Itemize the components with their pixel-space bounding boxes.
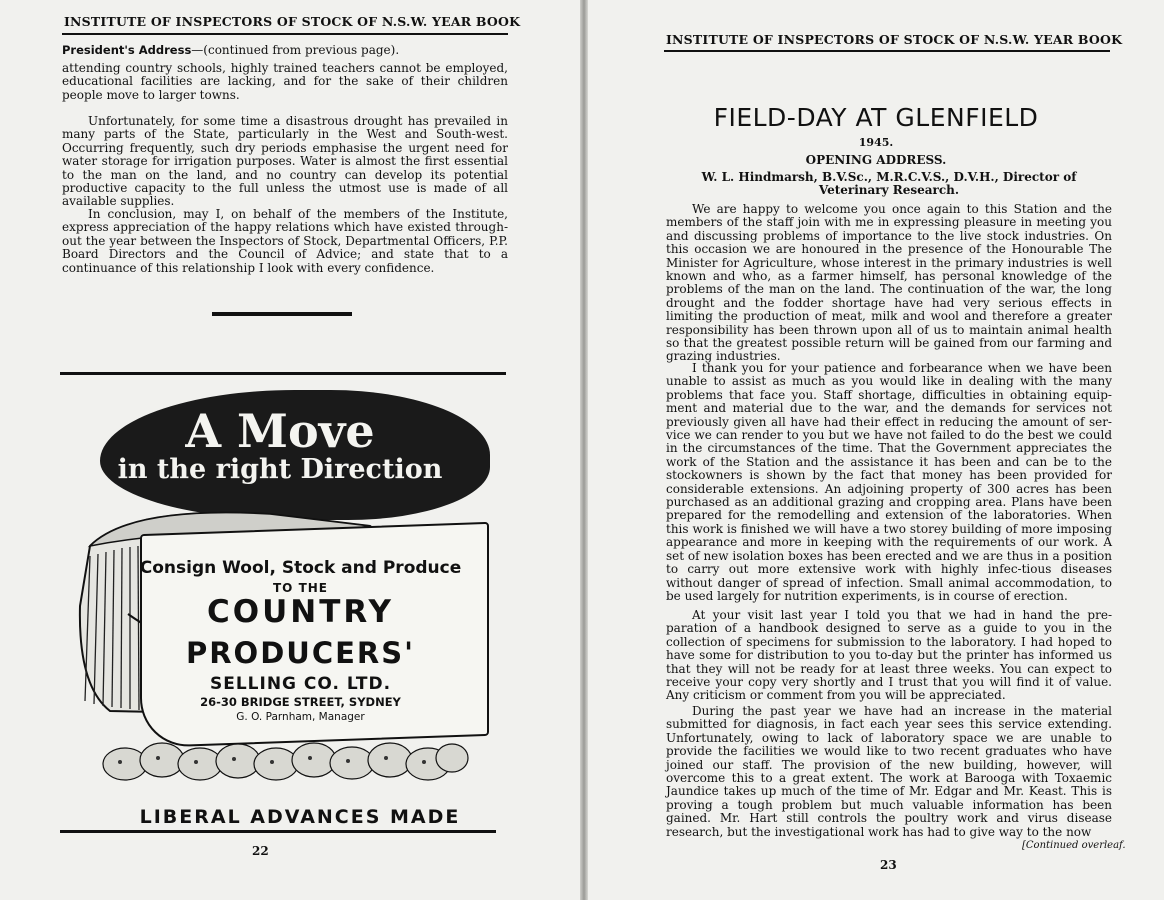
advertisement xyxy=(60,378,500,838)
ad-company-1: COUNTRY xyxy=(207,594,394,630)
sheep-flock-illustration xyxy=(100,728,470,788)
right-paragraph-1: We are happy to welcome you once again to this Station and the members of the staff join with me in expressing pleasure in meeting you and discussing problems of importance to the live stock industries. On this occasion we are honoured in the presence of the Honourable The Minister for Agriculture, whose interest in the primary industries is well known and who, as a farmer himself, has personal knowledge of the problems of the man on the land. The continuation of the war, the long drought and the fodder shortage have had very serious effects in limiting the production of meat, milk and wool and therefore a greater responsibility has been thrown upon all of us to maintain animal health so that the greatest possible return will be gained from our farming and grazing industries. xyxy=(666,202,1112,364)
ad-manager: G. O. Parnham, Manager xyxy=(236,711,365,723)
right-paragraph-2: I thank you for your patience and forbearance when we have been unable to assist as much as you would like in dealing with the many problems that face you. Staff shortage, difficulties in obtaining equip-ment and material due to the war, and the demands for services not previously given all have had their effect in reducing the amount of ser-vice we can render to you but we have not failed to do the best we could in the circumstances of the time. That the Government appreciates the work of the Station and the assistance it has been and can be to the stockowners is shown by the fact that money has been provided for considerable extensions. An adjoining property of 300 acres has been purchased as an additional grazing and cropping area. Plans have been prepared for the remodelling and extension of the laboratories. When this work is finished we will have a two storey building of more imposing appearance and more in keeping with the requirements of our work. A set of new isolation boxes has been erected and we are thus in a position to carry out more extensive work with highly infec-tious diseases without danger of spread of infection. Small animal accommodation, to be used largely for nutrition experiments, is in course of erection. xyxy=(666,361,1112,603)
continued-line xyxy=(62,44,508,57)
ad-consign: Consign Wool, Stock and Produce xyxy=(139,558,462,578)
advert-top-rule xyxy=(60,372,506,375)
left-paragraph-3: In conclusion, may I, on behalf of the members of the Institute, express appreciation of the happy relations which have existed through-out the year between the Inspectors of Stock, Departmental Officers, P.P. Board Directors and the Council of Advice; and state that to a continuance of this relationship I look with every confidence. xyxy=(62,207,508,275)
article-author: W. L. Hindmarsh, B.V.Sc., M.R.C.V.S., D.V.H., Director of Veterinary Research. xyxy=(701,170,1077,198)
book-gutter xyxy=(580,0,588,900)
ad-footer: LIBERAL ADVANCES MADE xyxy=(139,806,461,828)
left-paragraph-2: Unfortunately, for some time a disastrous drought has prevailed in many parts of the State, particularly in the West and South-west. Occurring frequently, such dry periods emphasise the urgent need for water storage for irrigation purposes. Water is almost the first essential to the man on the land, and no country can develop its potential productive capacity to the full unless the utmost use is made of all available supplies. xyxy=(62,114,508,209)
section-divider xyxy=(212,312,352,316)
ad-to-the: TO THE xyxy=(273,581,328,595)
article-title: FIELD-DAY AT GLENFIELD xyxy=(713,103,1039,132)
running-header: INSTITUTE OF INSPECTORS OF STOCK OF N.S.W. YEAR BOOK xyxy=(64,14,521,29)
header-rule-right xyxy=(664,50,1110,52)
ad-address: 26-30 BRIDGE STREET, SYDNEY xyxy=(200,695,401,709)
continued-lead: President's Address xyxy=(62,43,192,57)
article-subtitle: OPENING ADDRESS. xyxy=(805,153,947,167)
ad-company-3: SELLING CO. LTD. xyxy=(209,674,392,694)
left-page xyxy=(0,0,580,900)
ad-company-2: PRODUCERS' xyxy=(185,636,416,670)
page-number-left: 22 xyxy=(252,844,269,858)
continued-overleaf: [Continued overleaf. xyxy=(1022,840,1126,851)
continued-note: —(continued from previous page). xyxy=(191,43,400,57)
running-header-right: INSTITUTE OF INSPECTORS OF STOCK OF N.S.W. YEAR BOOK xyxy=(666,32,1123,47)
advert-bottom-rule xyxy=(60,830,496,833)
ad-headline-2: in the right Direction xyxy=(117,454,443,485)
header-rule xyxy=(62,33,508,35)
right-paragraph-4: During the past year we have had an increase in the material submitted for diagnosis, in fact each year sees this service extending. Unfortunately, owing to lack of laboratory space we are unable to provide the facilities we would like to two recent graduates who have joined our staff. The provision of the new building, however, will overcome this to a great extent. The work at Barooga with Toxaemic Jaundice takes up much of the time of Mr. Edgar and Mr. Keast. This is proving a tough problem but much valuable information has been gained. Mr. Hart still controls the poultry work and virus disease research, but the investigational work has had to give way to the now xyxy=(666,704,1112,839)
left-paragraph-1: attending country schools, highly trained teachers cannot be employed, educational facilities are lacking, and for the sake of their children people move to larger towns. xyxy=(62,61,508,102)
right-page xyxy=(588,0,1164,900)
article-year: 1945. xyxy=(858,136,894,149)
right-paragraph-3: At your visit last year I told you that we had in hand the pre-paration of a handbook designed to serve as a guide to you in the collection of specimens for submission to the laboratory. I had hoped to have some for distribution to you to-day but the printer has informed us that they will not be ready for at least three weeks. You can expect to receive your copy very shortly and I trust that you will find it of value. Any criticism or comment from you will be appreciated. xyxy=(666,608,1112,703)
page-number-right: 23 xyxy=(880,858,897,872)
ad-headline-1: A Move xyxy=(185,404,375,458)
